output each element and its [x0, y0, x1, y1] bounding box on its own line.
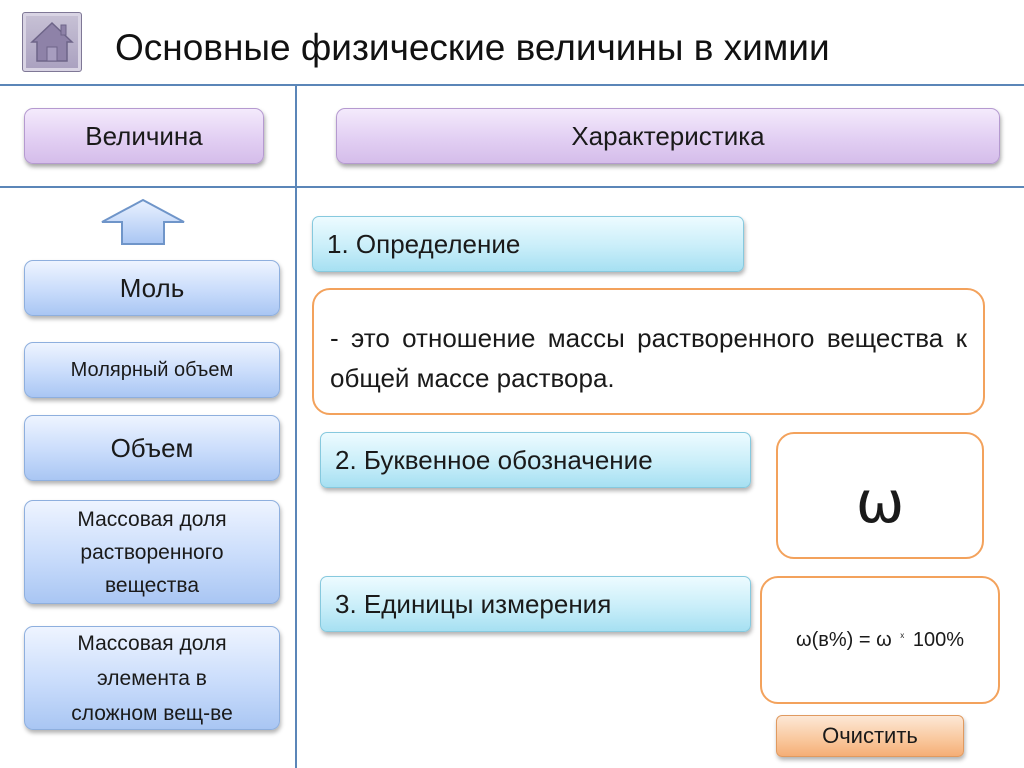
- quantity-button-element-mass-fraction[interactable]: [24, 626, 280, 730]
- units-header: 3. Единицы измерения: [320, 576, 751, 632]
- definition-header: 1. Определение: [312, 216, 744, 272]
- formula-right: 100%: [912, 628, 965, 651]
- formula-left: ω(в%) = ω: [795, 628, 892, 651]
- definition-box: [312, 288, 985, 415]
- column-divider: [295, 84, 297, 768]
- formula-times: x: [900, 630, 905, 640]
- units-box: [760, 576, 1000, 704]
- symbol-value: ω: [855, 468, 905, 536]
- home-button[interactable]: [22, 12, 82, 72]
- column-header-characteristic: Характеристика: [336, 108, 1000, 164]
- clear-button[interactable]: Очистить: [776, 715, 964, 757]
- column-header-quantity: Величина: [24, 108, 264, 164]
- units-formula: [796, 629, 964, 652]
- column-header-divider: [0, 186, 1024, 188]
- quantity-label: Молярный объем: [70, 358, 234, 381]
- quantity-label: Массовая доля элемента в сложном вещ-ве: [71, 631, 233, 725]
- quantity-button-solute-mass-fraction[interactable]: [24, 500, 280, 604]
- page-title: Основные физические величины в химии: [115, 27, 830, 68]
- quantity-button-volume[interactable]: [24, 415, 280, 481]
- home-icon: [22, 12, 82, 72]
- header-divider: [0, 84, 1024, 86]
- up-arrow-icon[interactable]: [100, 198, 186, 248]
- quantity-button-molar-volume[interactable]: [24, 342, 280, 398]
- symbol-box: [776, 432, 984, 559]
- quantity-button-mole[interactable]: [24, 260, 280, 316]
- quantity-label: Моль: [119, 272, 185, 303]
- symbol-header: 2. Буквенное обозначение: [320, 432, 751, 488]
- definition-text: - это отношение массы растворенного вещества к общей массе раствора.: [330, 323, 967, 393]
- quantity-label: Объем: [110, 432, 194, 463]
- quantity-label: Массовая доля растворенного вещества: [77, 507, 227, 597]
